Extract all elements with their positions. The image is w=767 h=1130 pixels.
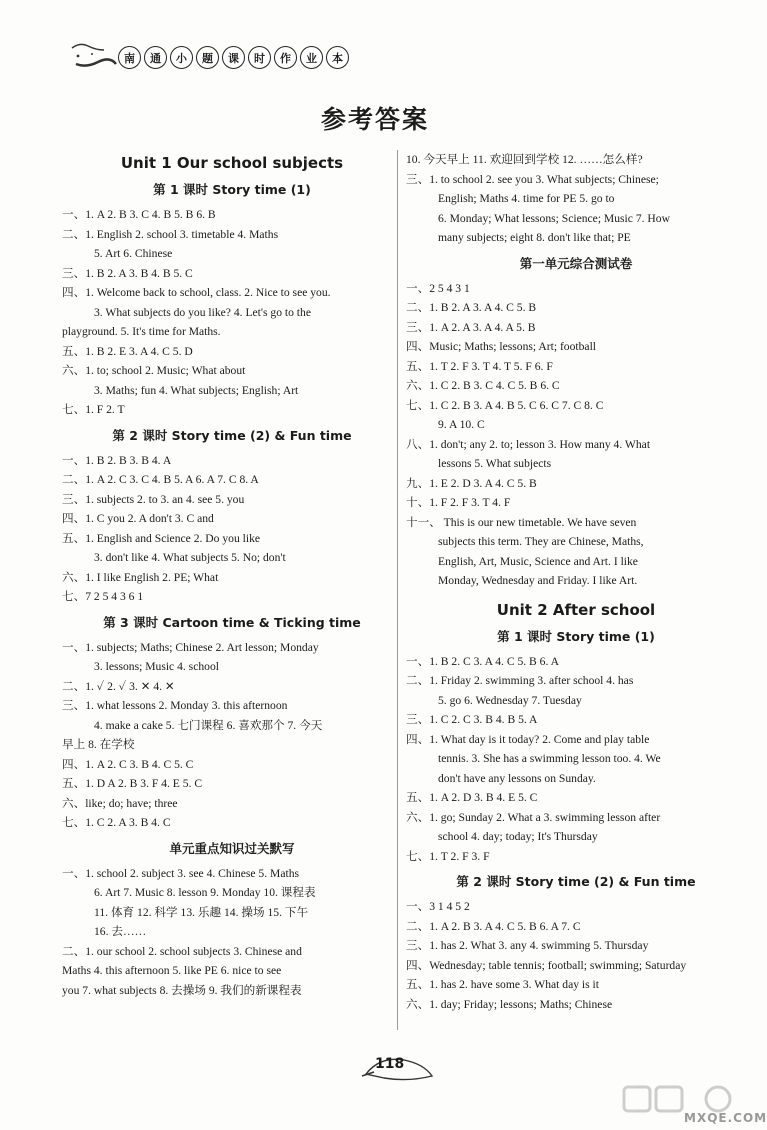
lesson-3-heading: 第 3 课时 Cartoon time & Ticking time bbox=[103, 614, 361, 630]
series-char: 通 bbox=[144, 46, 167, 69]
answer-line: 一、1. A 2. B 3. C 4. B 5. B 6. B bbox=[62, 208, 216, 221]
answer-line: 六、like; do; have; three bbox=[62, 796, 178, 810]
answer-line: 三、1. C 2. C 3. B 4. B 5. A bbox=[406, 713, 538, 726]
series-char: 作 bbox=[274, 46, 297, 69]
series-seals bbox=[118, 46, 349, 69]
answer-line: 6. Art 7. Music 8. lesson 9. Monday 10. 课程表 bbox=[94, 886, 316, 899]
answer-line: 五、1. has 2. have some 3. What day is it bbox=[406, 978, 599, 991]
answer-line: 三、1. subjects 2. to 3. an 4. see 5. you bbox=[62, 492, 245, 506]
answer-line: 六、1. to; school 2. Music; What about bbox=[62, 364, 246, 377]
answer-line: 早上 8. 在学校 bbox=[62, 738, 135, 751]
watermark bbox=[620, 1085, 767, 1127]
answer-line: 一、1. school 2. subject 3. see 4. Chinese 5. Maths bbox=[62, 866, 299, 880]
answer-line: 十一、 This is our new timetable. We have seven bbox=[406, 515, 637, 529]
answer-line: English; Maths 4. time for PE 5. go to bbox=[438, 192, 615, 205]
answer-line: 四、Wednesday; table tennis; football; swimming; Saturday bbox=[406, 958, 687, 972]
answer-line: playground. 5. It's time for Maths. bbox=[62, 325, 221, 338]
answer-line: 三、1. what lessons 2. Monday 3. this afternoon bbox=[62, 699, 288, 712]
answer-line: school 4. day; today; It's Thursday bbox=[438, 830, 598, 843]
answer-line: 五、1. A 2. D 3. B 4. E 5. C bbox=[406, 791, 538, 804]
answer-line: 3. Maths; fun 4. What subjects; English; Art bbox=[94, 383, 299, 397]
answer-line: 三、1. A 2. A 3. A 4. A 5. B bbox=[406, 320, 536, 334]
answer-line: 一、1. B 2. C 3. A 4. C 5. B 6. A bbox=[406, 654, 559, 668]
answer-line: 9. A 10. C bbox=[438, 418, 485, 431]
answer-line: 六、1. day; Friday; lessons; Maths; Chinese bbox=[406, 997, 613, 1011]
unit-1-heading: Unit 1 Our school subjects bbox=[120, 154, 344, 172]
answer-line: 六、1. C 2. B 3. C 4. C 5. B 6. C bbox=[406, 379, 560, 392]
answer-line: 二、1. English 2. school 3. timetable 4. Maths bbox=[62, 227, 279, 241]
answer-line: 三、1. has 2. What 3. any 4. swimming 5. Thursday bbox=[406, 939, 649, 952]
unit-2-heading: Unit 2 After school bbox=[496, 600, 656, 619]
page-number-badge bbox=[360, 1052, 440, 1082]
answer-line: don't have any lessons on Sunday. bbox=[438, 771, 596, 785]
answer-line: 5. go 6. Wednesday 7. Tuesday bbox=[438, 693, 582, 707]
series-char: 课 bbox=[222, 46, 245, 69]
answer-line: 二、1. our school 2. school subjects 3. Chinese and bbox=[62, 944, 302, 958]
answer-line: 七、1. C 2. B 3. A 4. B 5. C 6. C 7. C 8. C bbox=[406, 398, 604, 412]
answer-line: many subjects; eight 8. don't like that; PE bbox=[438, 231, 631, 244]
series-char: 题 bbox=[196, 46, 219, 69]
answer-line: 二、1. B 2. A 3. A 4. C 5. B bbox=[406, 301, 537, 314]
answer-line: English, Art, Music, Science and Art. I like bbox=[438, 554, 638, 568]
answer-line: 二、1. A 2. B 3. A 4. C 5. B 6. A 7. C bbox=[406, 919, 581, 933]
series-char: 业 bbox=[300, 46, 323, 69]
answer-line: 五、1. T 2. F 3. T 4. T 5. F 6. F bbox=[406, 359, 553, 373]
answer-line: 三、1. to school 2. see you 3. What subjects; Chinese; bbox=[406, 172, 659, 186]
answer-line: Maths 4. this afternoon 5. like PE 6. nice to see bbox=[62, 964, 282, 977]
answer-line: 二、1. Friday 2. swimming 3. after school 4. has bbox=[406, 674, 634, 687]
watermark-text: MXQE.COM bbox=[684, 1111, 767, 1125]
answer-line: 5. Art 6. Chinese bbox=[94, 247, 173, 260]
answer-line: 一、2 5 4 3 1 bbox=[406, 281, 470, 295]
answer-line: 三、1. B 2. A 3. B 4. B 5. C bbox=[62, 266, 193, 280]
series-char: 本 bbox=[326, 46, 349, 69]
answer-line: 四、1. What day is it today? 2. Come and play table bbox=[406, 732, 650, 746]
series-char: 南 bbox=[118, 46, 141, 69]
answer-line: 一、1. subjects; Maths; Chinese 2. Art lesson; Monday bbox=[62, 640, 319, 654]
lesson-2-heading: 第 2 课时 Story time (2) & Fun time bbox=[112, 427, 352, 443]
answer-line: subjects this term. They are Chinese, Maths, bbox=[438, 535, 644, 548]
series-header bbox=[70, 38, 350, 78]
brush-decoration-icon bbox=[70, 38, 120, 78]
answer-line: you 7. what subjects 8. 去操场 9. 我们的新课程表 bbox=[62, 983, 302, 997]
answer-line: 10. 今天早上 11. 欢迎回到学校 12. ……怎么样? bbox=[406, 153, 643, 166]
answer-line: 3. lessons; Music 4. school bbox=[94, 660, 219, 673]
answer-line: 六、1. go; Sunday 2. What a 3. swimming lesson after bbox=[406, 810, 661, 824]
answer-line: Monday, Wednesday and Friday. I like Art. bbox=[438, 574, 638, 587]
answer-line: 七、7 2 5 4 3 6 1 bbox=[62, 590, 144, 603]
answer-line: 四、1. A 2. C 3. B 4. C 5. C bbox=[62, 757, 194, 771]
column-divider bbox=[397, 150, 398, 1030]
answer-line: 一、1. B 2. B 3. B 4. A bbox=[62, 453, 172, 467]
answer-line: 3. don't like 4. What subjects 5. No; don't bbox=[94, 551, 286, 564]
series-char: 时 bbox=[248, 46, 271, 69]
lesson-1-heading: 第 1 课时 Story time (1) bbox=[153, 182, 311, 197]
unit-1-test-heading: 第一单元综合测试卷 bbox=[519, 255, 633, 271]
unit-2-lesson-1-heading: 第 1 课时 Story time (1) bbox=[497, 628, 655, 644]
answer-line: 一、3 1 4 5 2 bbox=[406, 900, 470, 913]
right-column bbox=[406, 150, 746, 1014]
answer-line: 四、1. Welcome back to school, class. 2. Nice to see you. bbox=[62, 286, 331, 299]
answer-line: 七、1. T 2. F 3. F bbox=[406, 849, 490, 863]
series-char: 小 bbox=[170, 46, 193, 69]
page-title: 参考答案 bbox=[320, 105, 429, 134]
answer-line: lessons 5. What subjects bbox=[438, 457, 552, 470]
answer-line: 6. Monday; What lessons; Science; Music 7. How bbox=[438, 211, 670, 225]
answer-line: 八、1. don't; any 2. to; lesson 3. How many 4. What bbox=[406, 437, 651, 451]
answer-line: 四、Music; Maths; lessons; Art; football bbox=[406, 340, 597, 353]
page-number: 118 bbox=[375, 1056, 405, 1072]
answer-line: 五、1. B 2. E 3. A 4. C 5. D bbox=[62, 344, 193, 358]
answer-line: 七、1. F 2. T bbox=[62, 403, 125, 416]
unit-review-heading: 单元重点知识过关默写 bbox=[169, 840, 295, 856]
answer-line: 二、1. A 2. C 3. C 4. B 5. A 6. A 7. C 8. A bbox=[62, 473, 259, 486]
answer-line: 四、1. C you 2. A don't 3. C and bbox=[62, 512, 214, 525]
left-column bbox=[62, 150, 402, 1000]
answer-line: 七、1. C 2. A 3. B 4. C bbox=[62, 816, 171, 829]
answer-line: 九、1. E 2. D 3. A 4. C 5. B bbox=[406, 476, 537, 490]
answer-line: 五、1. English and Science 2. Do you like bbox=[62, 531, 261, 545]
answer-line: 16. 去…… bbox=[94, 925, 147, 938]
answer-line: 11. 体育 12. 科学 13. 乐趣 14. 操场 15. 下午 bbox=[94, 905, 309, 919]
answer-line: 十、1. F 2. F 3. T 4. F bbox=[406, 496, 511, 509]
answer-line: 六、1. I like English 2. PE; What bbox=[62, 570, 219, 584]
answer-line: 二、1. ✓ 2. ✓ 3. ✕ 4. ✕ bbox=[62, 679, 175, 693]
answer-line: tennis. 3. She has a swimming lesson too. 4. We bbox=[438, 752, 661, 765]
answer-line: 3. What subjects do you like? 4. Let's go to the bbox=[94, 305, 311, 319]
answer-line: 4. make a cake 5. 七门课程 6. 喜欢那个 7. 今天 bbox=[94, 718, 323, 732]
unit-2-lesson-2-heading: 第 2 课时 Story time (2) & Fun time bbox=[456, 874, 696, 889]
answer-line: 五、1. D A 2. B 3. F 4. E 5. C bbox=[62, 777, 203, 790]
